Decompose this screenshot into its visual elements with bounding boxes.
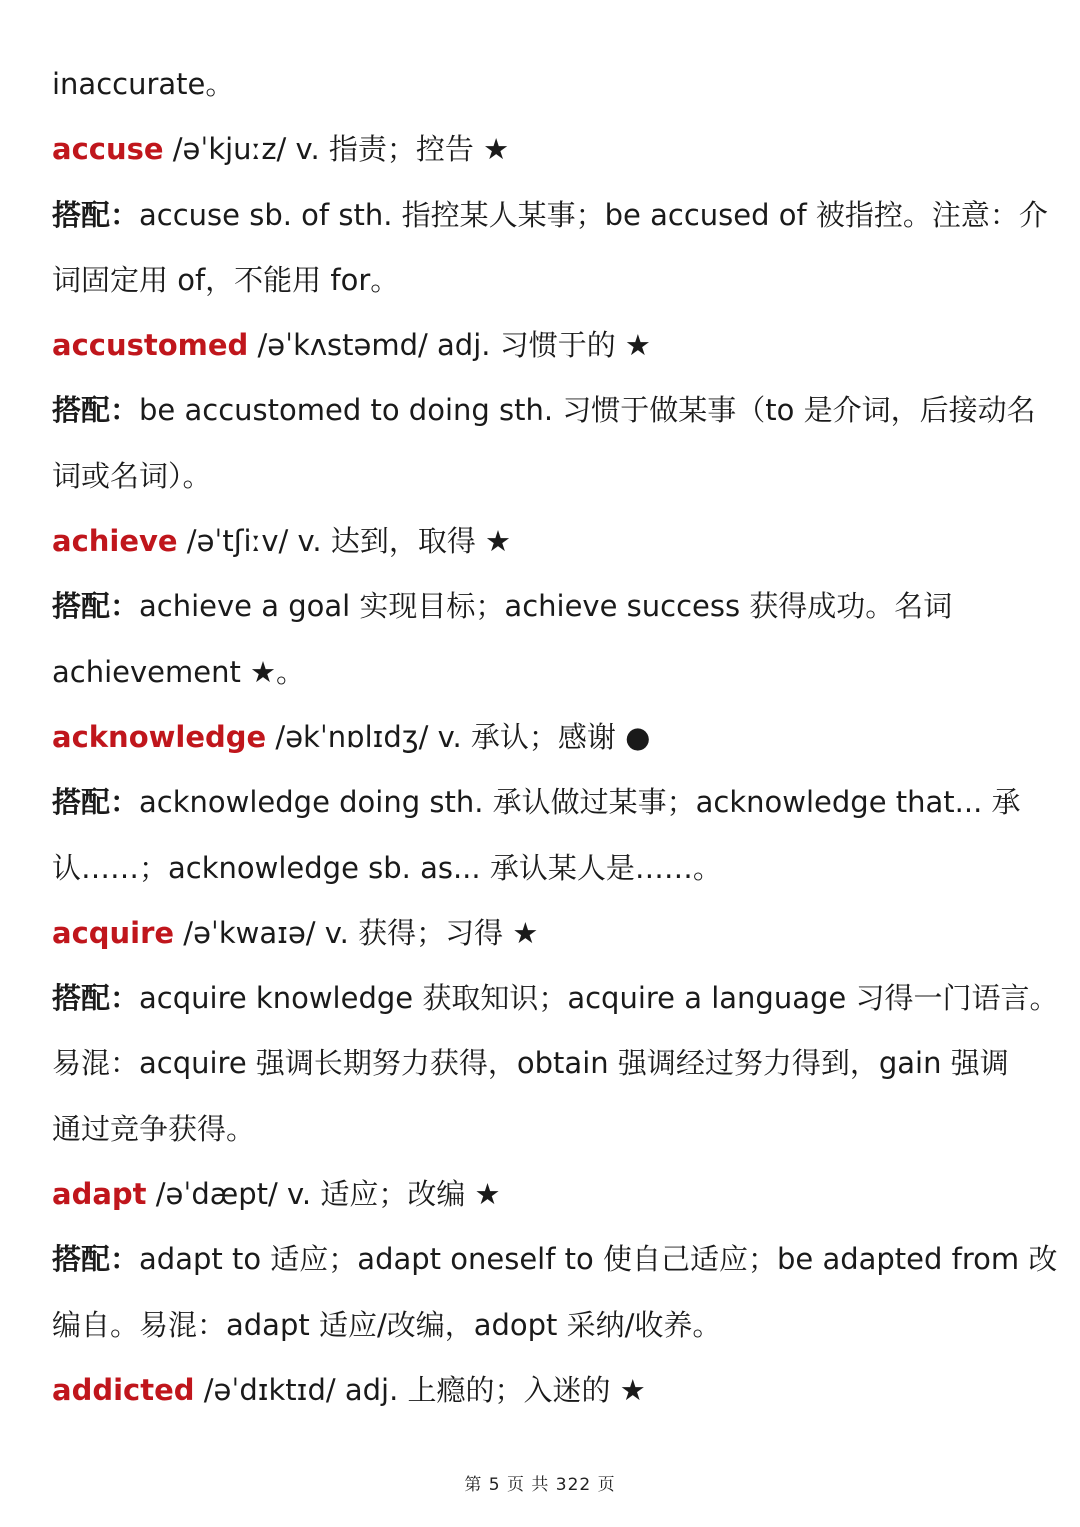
page-body [52,52,1059,1423]
entry-line [52,313,1042,378]
line-text: acknowledge doing sth. 承认做过某事；acknowledge that... 承 [139,785,1021,820]
text-line [52,1031,1042,1096]
line-text: inaccurate。 [52,67,235,101]
text-line [52,1293,1042,1358]
headword: acknowledge [52,719,267,754]
line-text: 易混：acquire 强调长期努力获得，obtain 强调经过努力得到，gain 强调 [52,1046,1009,1081]
line-text: 词或名词）。 [52,458,212,493]
line-text: 认……；acknowledge sb. as... 承认某人是……。 [52,850,722,885]
collocation-line [52,574,1042,639]
headword: addicted [52,1372,195,1407]
entry-definition: /əˈdɪktɪd/ adj. 上瘾的；入迷的 ★ [194,1372,646,1407]
entry-line [52,1162,1042,1227]
line-text: acquire knowledge 获取知识；acquire a language 习得一门语言。 [139,981,1059,1016]
line-text: 编自。易混：adapt 适应/改编，adopt 采纳/收养。 [52,1307,722,1342]
entry-definition: /əkˈnɒlɪdʒ/ v. 承认；感谢 ● [266,719,651,754]
entry-line [52,705,1042,770]
collocation-line [52,378,1042,443]
text-line [52,52,1042,117]
entry-definition: /əˈkwaɪə/ v. 获得；习得 ★ [174,915,539,950]
text-line [52,248,1042,313]
entry-definition: /əˈkjuːz/ v. 指责；控告 ★ [163,132,510,167]
entry-definition: /əˈkʌstəmd/ adj. 习惯于的 ★ [248,328,651,363]
collocation-label: 搭配： [52,589,140,624]
entry-definition: /əˈdæpt/ v. 适应；改编 ★ [146,1177,501,1212]
text-line [52,444,1042,509]
headword: accuse [52,132,164,167]
line-text: 词固定用 of，不能用 for。 [52,262,400,297]
collocation-label: 搭配： [52,197,140,232]
line-text: be accustomed to doing sth. 习惯于做某事（to 是介词，后接动名 [139,393,1036,428]
collocation-label: 搭配： [52,785,140,820]
text-line [52,1097,1042,1162]
collocation-line [52,770,1042,835]
entry-definition: /əˈtʃiːv/ v. 达到，取得 ★ [177,524,512,559]
text-line [52,836,1042,901]
headword: achieve [52,524,178,559]
line-text: achievement ★。 [52,654,306,689]
collocation-line [52,966,1059,1031]
text-line [52,640,1042,705]
line-text: 通过竞争获得。 [52,1111,256,1146]
line-text: achieve a goal 实现目标；achieve success 获得成功。名词 [139,589,953,624]
headword: accustomed [52,328,249,363]
headword: adapt [52,1177,147,1212]
entry-line [52,117,1042,182]
entry-line [52,509,1042,574]
line-text: adapt to 适应；adapt oneself to 使自己适应；be adapted from 改 [139,1242,1058,1277]
line-text: accuse sb. of sth. 指控某人某事；be accused of 被指控。注意：介 [139,197,1048,232]
collocation-label: 搭配： [52,1242,140,1277]
headword: acquire [52,915,175,950]
collocation-label: 搭配： [52,981,140,1016]
collocation-line [52,1227,1058,1292]
entry-line [52,901,1042,966]
page-number-footer: 第 5 页 共 322 页 [464,1475,616,1495]
collocation-line [52,183,1048,248]
entry-line [52,1358,1042,1423]
collocation-label: 搭配： [52,393,140,428]
